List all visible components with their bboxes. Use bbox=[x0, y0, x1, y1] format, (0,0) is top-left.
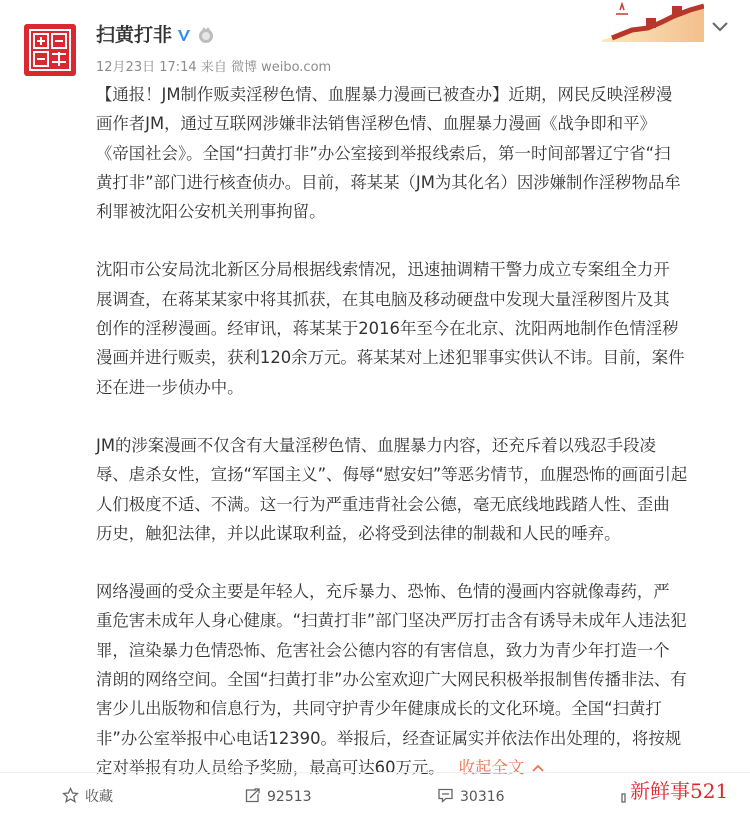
great-wall-banner-icon bbox=[602, 0, 704, 42]
paragraph-2: 沈阳市公安局沈北新区分局根据线索情况，迅速抽调精干警力成立专案组全力开 展调查，在蒋某某家中将其抓获，在其电脑及移动硬盘中发现大量淫秽图片及其 创作的淫秽漫画。经审讯，蒋某某于2016年至今在北京、沈阳两地制作色情淫秽 漫画并进行贩卖，获利120余万元。蒋某某对上述犯罪事实供认不讳。目前，案件 还在进一步侦办中。 bbox=[96, 260, 685, 397]
verified-icon bbox=[175, 26, 193, 44]
collapse-text-link[interactable]: 收起全文 bbox=[445, 758, 545, 777]
watermark: 新鲜事521 bbox=[630, 779, 729, 803]
post-header bbox=[0, 0, 750, 82]
username[interactable]: 扫黄打非 bbox=[96, 24, 173, 46]
post-meta: 12月23日 17:14 来自 微博 weibo.com bbox=[96, 60, 332, 75]
repost-icon bbox=[244, 787, 261, 804]
paragraph-4: 网络漫画的受众主要是年轻人，充斥暴力、恐怖、色情的漫画内容就像毒药，严 重危害未成年人身心健康。“扫黄打非”部门坚决严厉打击含有诱导未成年人违法犯 罪，渲染暴力色情恐怖、危害社会公德内容的有害信息，致力为青少年打造一个 清朗的网络空间。全国“扫黄打非”办公室欢迎广大网民积极举报制售传播非法、有 害少儿出版物和信息行为，共同守护青少年健康成长的文化环境。全国“扫黄打 非”办公室举报中心电话12390。举报后，经查证属实并依法作出处理的，将按规 定对举报有功人员给予奖励，最高可达60万元。 收起全文 bbox=[96, 582, 687, 777]
seal-logo-icon bbox=[24, 24, 76, 76]
favorite-button[interactable]: 收藏 bbox=[62, 787, 113, 807]
comment-button[interactable]: 30316 bbox=[437, 787, 505, 807]
chevron-down-icon[interactable] bbox=[711, 20, 729, 34]
post-content bbox=[96, 80, 736, 782]
avatar[interactable] bbox=[24, 24, 76, 76]
comment-icon bbox=[437, 787, 454, 804]
repost-button[interactable]: 92513 bbox=[244, 787, 312, 807]
star-icon bbox=[62, 787, 79, 804]
member-badge-icon bbox=[197, 26, 215, 44]
paragraph-3: JM的涉案漫画不仅含有大量淫秽色情、血腥暴力内容，还充斥着以残忍手段凌 辱、虐杀女性，宣扬“军国主义”、侮辱“慰安妇”等恶劣情节，血腥恐怖的画面引起 人们极度不适、不满。这一行为严重违背社会公德，毫无底线地践踏人性、歪曲 历史，触犯法律，并以此谋取利益，必将受到法律的制裁和人民的唾弃。 bbox=[96, 435, 688, 543]
paragraph-1: 【通报！JM制作贩卖淫秽色情、血腥暴力漫画已被查办】近期，网民反映淫秽漫 画作者JM，通过互联网涉嫌非法销售淫秽色情、血腥暴力漫画《战争即和平》 《帝国社会》。全国“扫黄打非”办公室接到举报线索后，第一时间部署辽宁省“扫 黄打非”部门进行核查侦办。目前，蒋某某（JM为其化名）因涉嫌制作淫秽物品牟 利罪被沈阳公安机关刑事拘留。 bbox=[96, 85, 681, 222]
